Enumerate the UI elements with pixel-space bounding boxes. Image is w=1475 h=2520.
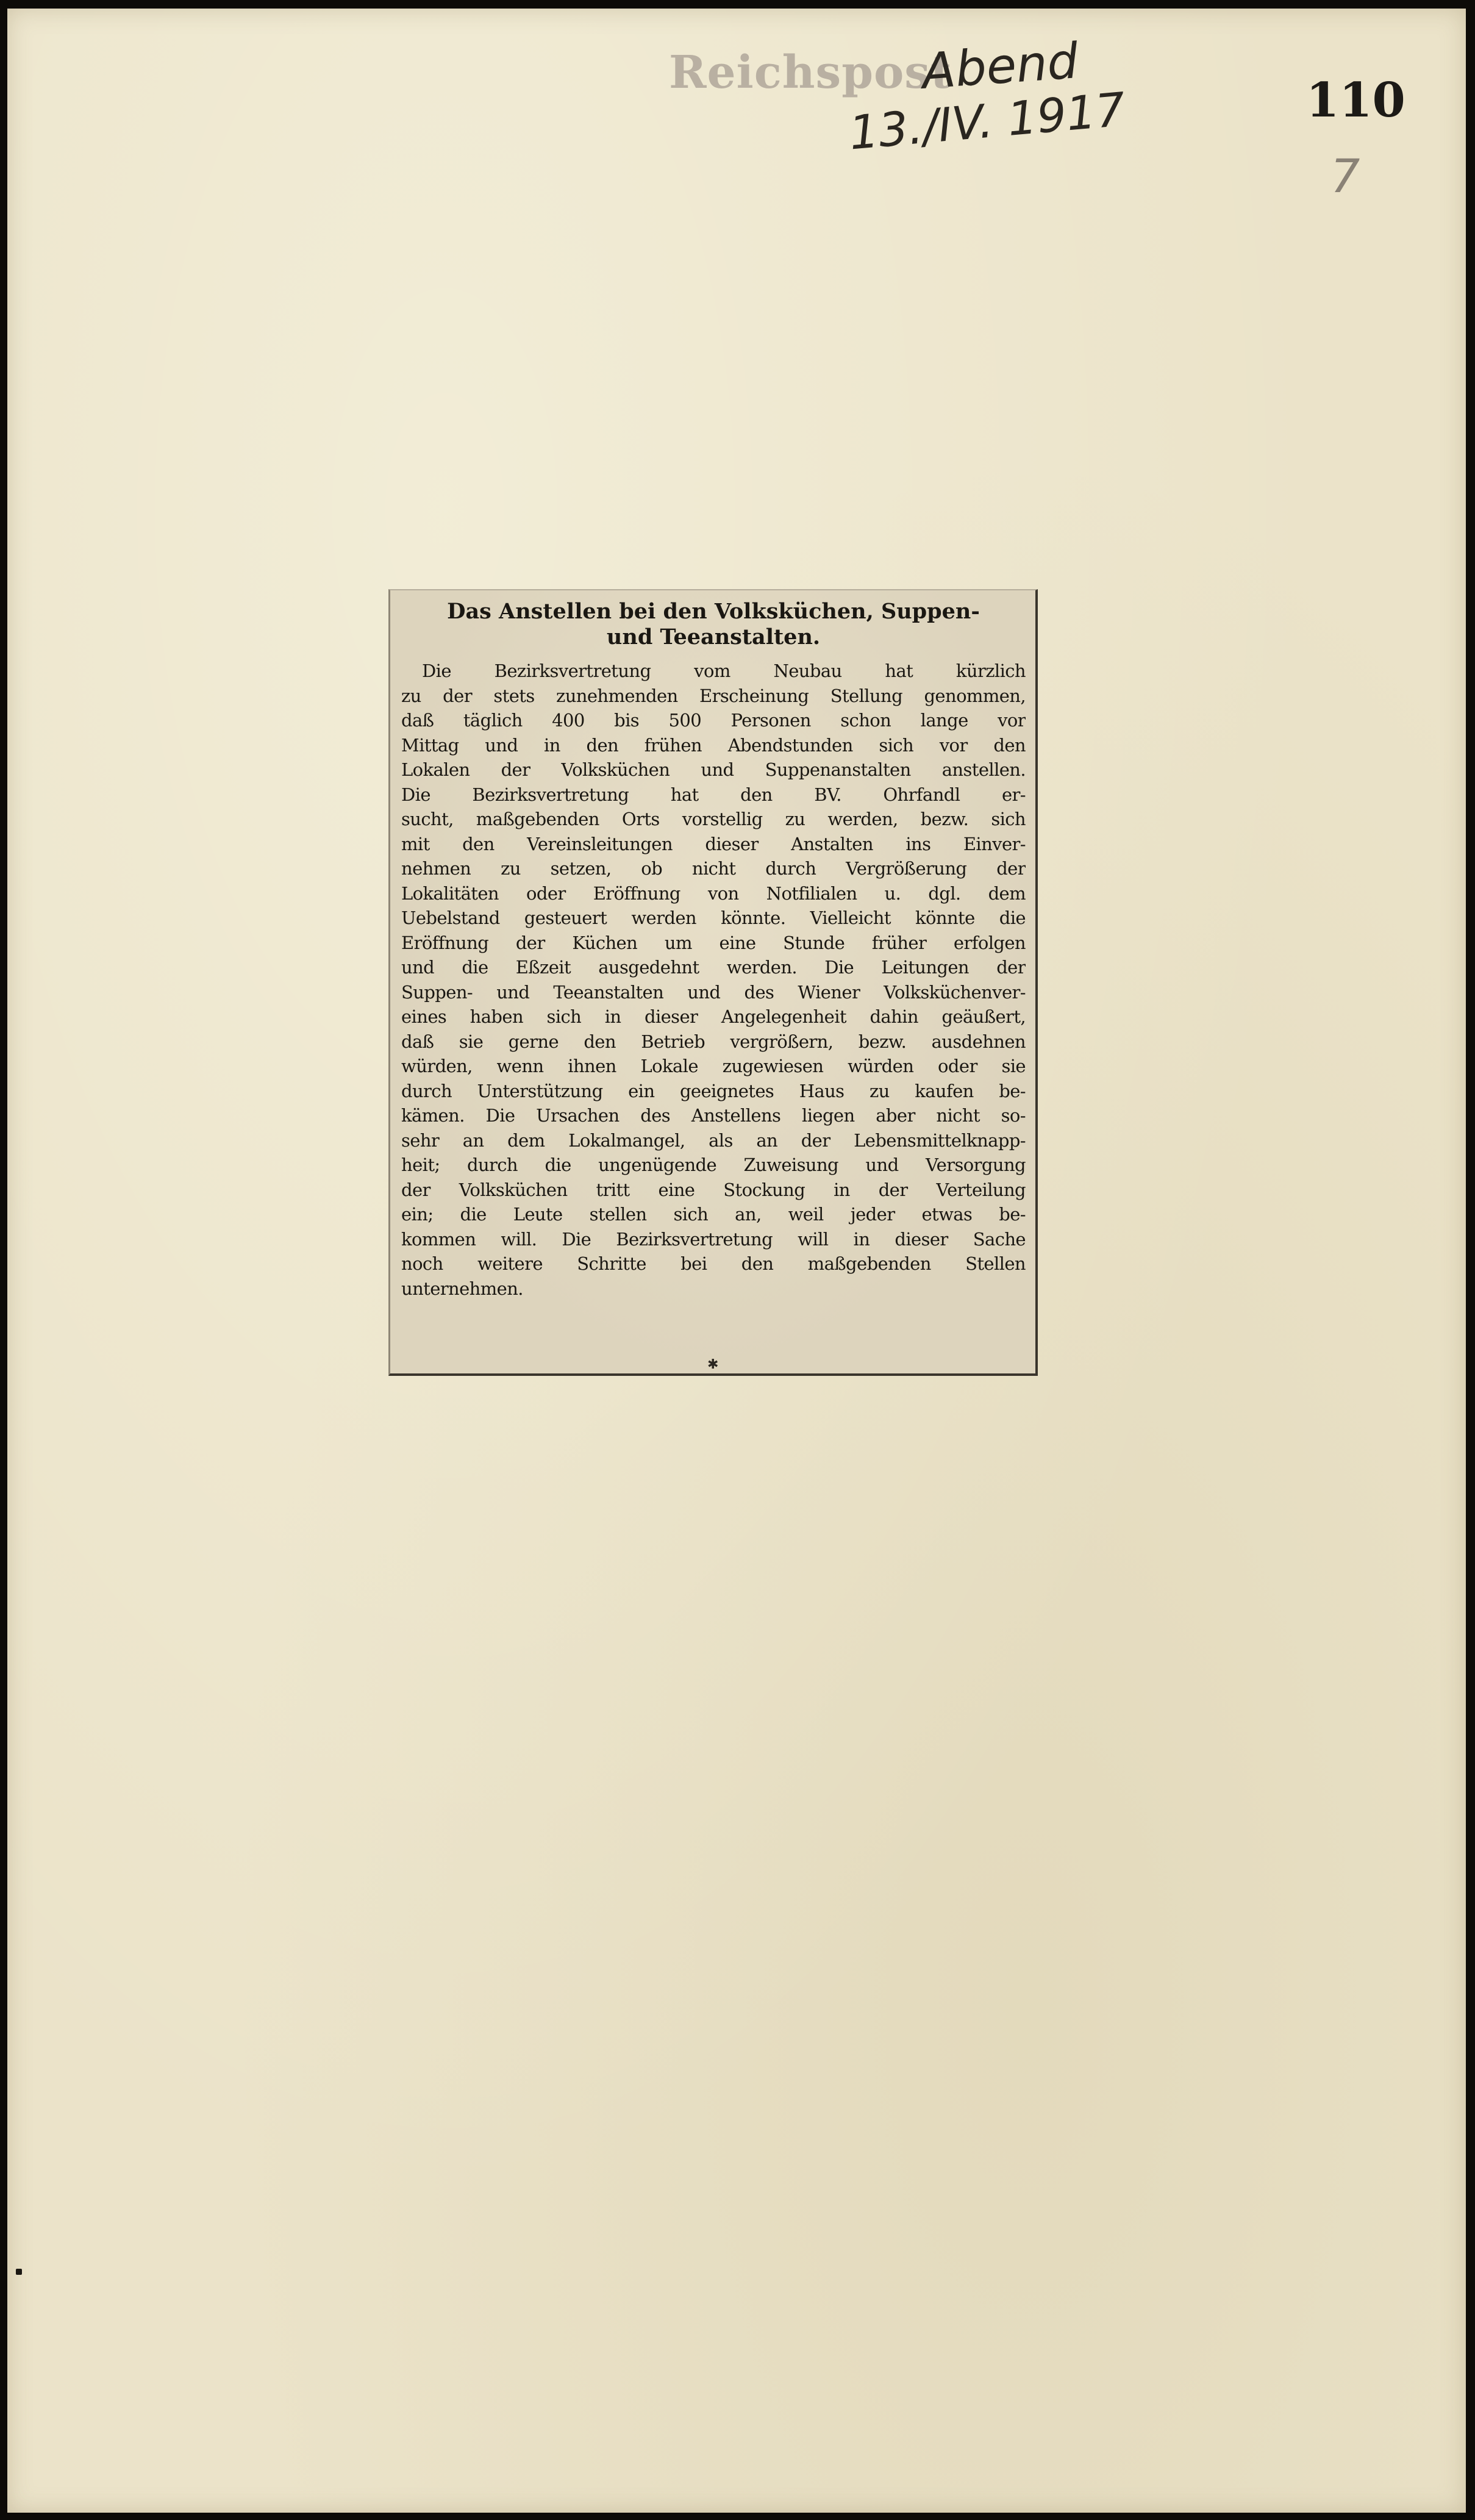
clipping-line: Eröffnung der Küchen um eine Stunde früher erfolgen bbox=[401, 932, 1026, 953]
clipping-line: durch Unterstützung ein geeignetes Haus zu kaufen be- bbox=[401, 1080, 1026, 1101]
clipping-line: unternehmen. bbox=[401, 1278, 523, 1299]
clipping-body bbox=[401, 659, 1026, 1301]
clipping-title bbox=[401, 599, 1026, 650]
clipping-line: daß sie gerne den Betrieb vergrößern, bezw. ausdehnen bbox=[401, 1031, 1026, 1052]
handwritten-edition: Abend bbox=[920, 32, 1080, 100]
newspaper-clipping bbox=[388, 589, 1038, 1376]
clipping-line: daß täglich 400 bis 500 Personen schon lange vor bbox=[401, 710, 1026, 731]
folio-number: 110 bbox=[1306, 73, 1405, 128]
clipping-line: Lokalen der Volksküchen und Suppenanstalten anstellen. bbox=[401, 759, 1026, 780]
clipping-line: Suppen- und Teeanstalten und des Wiener Volksküchenver- bbox=[401, 981, 1026, 1003]
clipping-line: ein; die Leute stellen sich an, weil jeder etwas be- bbox=[401, 1204, 1026, 1225]
clipping-title-line: Das Anstellen bei den Volksküchen, Suppen- bbox=[447, 599, 980, 624]
clipping-line: Uebelstand gesteuert werden könnte. Vielleicht könnte die bbox=[401, 907, 1026, 928]
clipping-line: kämen. Die Ursachen des Anstellens liegen aber nicht so- bbox=[401, 1105, 1026, 1126]
clipping-line: noch weitere Schritte bei den maßgebenden Stellen bbox=[401, 1253, 1026, 1274]
clipping-line: Die Bezirksvertretung vom Neubau hat kürzlich bbox=[422, 660, 1026, 681]
clipping-line: Lokalitäten oder Eröffnung von Notfilialen u. dgl. dem bbox=[401, 882, 1026, 904]
clipping-ornament: ✱ bbox=[707, 1357, 719, 1372]
archive-sheet bbox=[7, 9, 1466, 2513]
binding-hole-mark bbox=[16, 2269, 22, 2275]
clipping-line: zu der stets zunehmenden Erscheinung Stellung genommen, bbox=[401, 685, 1026, 706]
clipping-line: heit; durch die ungenügende Zuweisung und Versorgung bbox=[401, 1154, 1026, 1175]
clipping-line: sucht, maßgebenden Orts vorstellig zu werden, bezw. sich bbox=[401, 809, 1026, 829]
clipping-line: und die Eßzeit ausgedehnt werden. Die Leitungen der bbox=[401, 957, 1026, 978]
clipping-line: würden, wenn ihnen Lokale zugewiesen würden oder sie bbox=[401, 1056, 1026, 1076]
newspaper-stamp: Reichspost bbox=[669, 46, 952, 99]
clipping-line: mit den Vereinsleitungen dieser Anstalten ins Einver- bbox=[401, 833, 1026, 854]
clipping-line: der Volksküchen tritt eine Stockung in der Verteilung bbox=[401, 1179, 1026, 1200]
clipping-line: nehmen zu setzen, ob nicht durch Vergrößerung der bbox=[401, 858, 1026, 879]
folio-subnumber: 7 bbox=[1330, 149, 1360, 203]
clipping-title-line: und Teeanstalten. bbox=[606, 625, 821, 650]
handwritten-date: 13./IV. 1917 bbox=[846, 82, 1127, 160]
clipping-line: eines haben sich in dieser Angelegenheit dahin geäußert, bbox=[401, 1006, 1026, 1027]
clipping-line: Die Bezirksvertretung hat den BV. Ohrfandl er- bbox=[401, 784, 1026, 805]
clipping-line: Mittag und in den frühen Abendstunden sich vor den bbox=[401, 734, 1026, 756]
clipping-line: kommen will. Die Bezirksvertretung will in dieser Sache bbox=[401, 1228, 1026, 1250]
clipping-line: sehr an dem Lokalmangel, als an der Lebensmittelknapp- bbox=[401, 1129, 1026, 1151]
